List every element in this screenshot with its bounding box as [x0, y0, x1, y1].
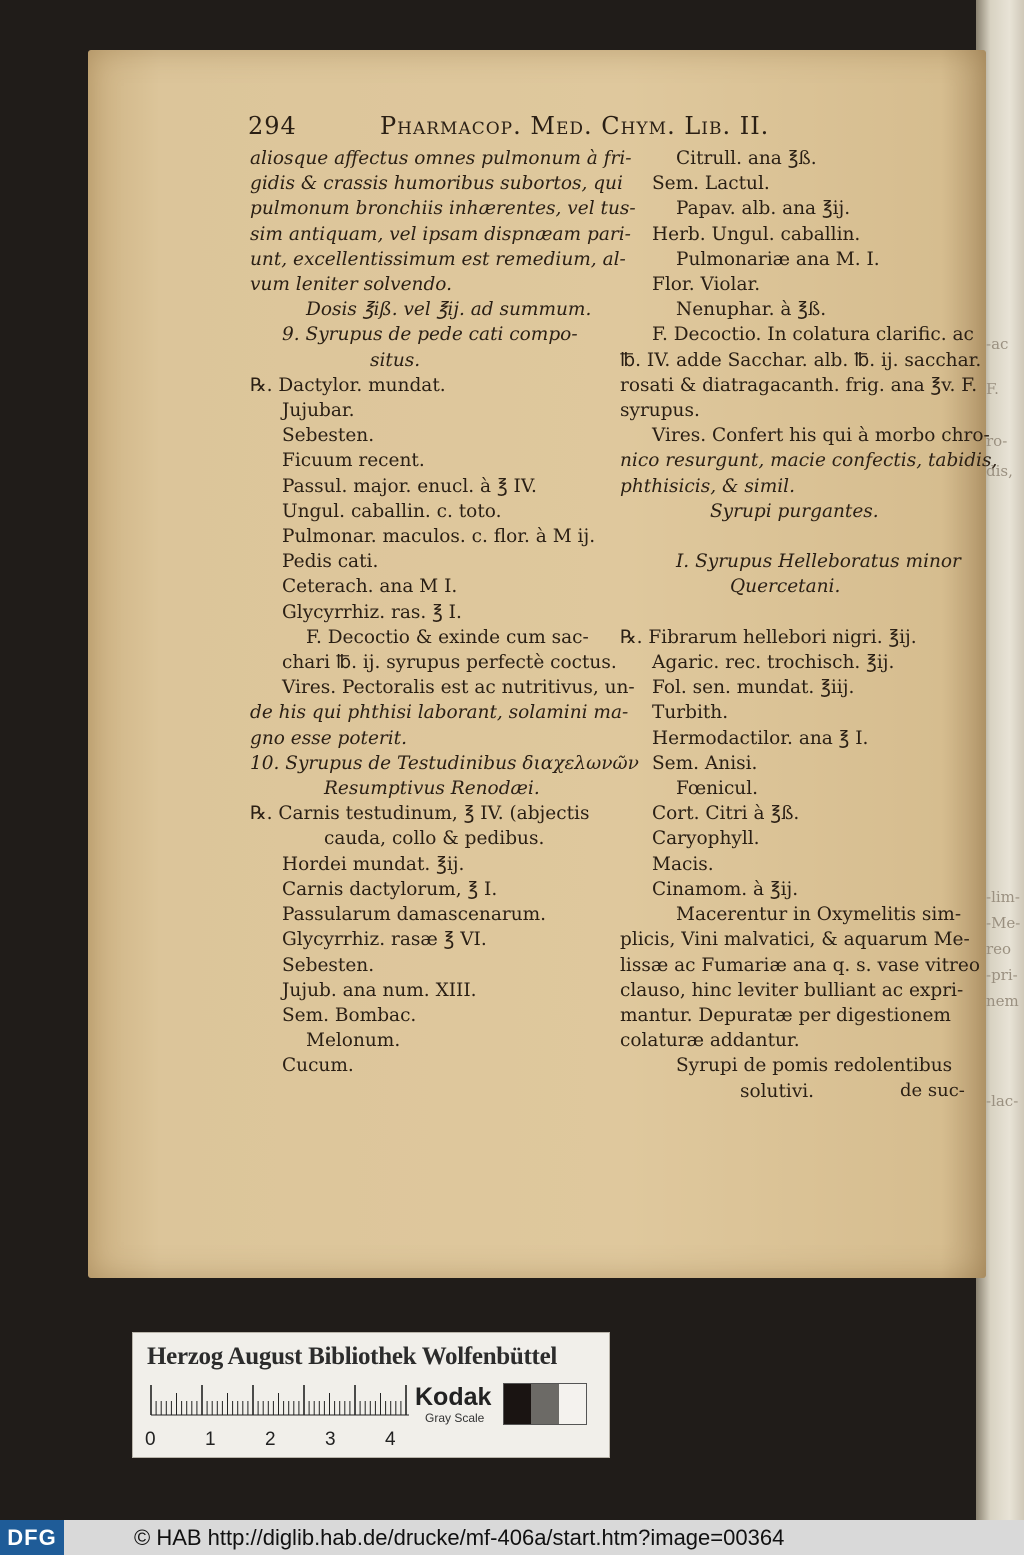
text-line: Resumptivus Renodæi.: [324, 778, 540, 800]
text-line: ℔. IV. adde Sacchar. alb. ℔. ij. sacchar.: [620, 349, 982, 371]
text-line: Cort. Citri à ℥ß.: [652, 803, 800, 825]
text-line: Cucum.: [282, 1055, 354, 1077]
footer-bar: [0, 1520, 1024, 1555]
text-line: Macis.: [652, 853, 714, 875]
gray-swatch: [504, 1384, 531, 1424]
text-line: Herb. Ungul. caballin.: [652, 223, 861, 245]
running-title: Pharmacop. Med. Chym. Lib. II.: [380, 112, 770, 140]
ghost-text-fragment: reo: [986, 940, 1012, 958]
text-line: lissæ ac Fumariæ ana q. s. vase vitreo: [620, 954, 980, 976]
text-line: pulmonum bronchiis inhærentes, vel tus-: [250, 198, 636, 220]
text-line: Passul. major. enucl. à ℥ IV.: [282, 475, 537, 497]
dfg-logo: DFG: [0, 1520, 64, 1555]
ghost-text-fragment: -Me-: [986, 914, 1021, 932]
text-line: Citrull. ana ℥ß.: [676, 148, 817, 169]
text-line: situs.: [370, 349, 421, 371]
text-line: cauda, collo & pedibus.: [324, 828, 545, 850]
gray-scale-label: Gray Scale: [425, 1411, 485, 1425]
text-line: vum leniter solvendo.: [250, 274, 452, 296]
right-text-column: [620, 146, 997, 1104]
catchword: de suc-: [900, 1080, 965, 1101]
text-line: Macerentur in Oxymelitis sim-: [676, 904, 962, 926]
text-line: ℞. Carnis testudinum, ℥ IV. (abjectis: [250, 803, 590, 825]
text-line: Syrupi de pomis redolentibus: [676, 1055, 953, 1077]
text-line: [620, 600, 997, 625]
ruler-number: 3: [325, 1429, 336, 1450]
ghost-text-fragment: -lim-: [986, 888, 1020, 906]
text-line: Nenuphar. à ℥ß.: [676, 299, 827, 321]
text-line: phthisicis, & simil.: [620, 475, 795, 497]
page-number: 294: [248, 112, 297, 140]
text-line: ℞. Dactylor. mundat.: [250, 374, 446, 396]
text-line: Sem. Lactul.: [652, 173, 770, 195]
text-line: Pulmonariæ ana M. I.: [676, 248, 880, 270]
text-line: syrupus.: [620, 400, 700, 422]
ruler-number: 2: [265, 1429, 276, 1450]
text-line: Sem. Bombac.: [282, 1004, 417, 1026]
text-line: Sem. Anisi.: [652, 752, 758, 774]
text-line: 10. Syrupus de Testudinibus διαχελωνῶν: [250, 752, 639, 774]
text-line: Pulmonar. maculos. c. flor. à M ij.: [282, 526, 596, 548]
ruler-number: 1: [205, 1429, 216, 1450]
text-line: Ceterach. ana M I.: [282, 576, 458, 598]
text-line: Sebesten.: [282, 425, 375, 447]
institution-name: Herzog August Bibliothek Wolfenbüttel: [147, 1343, 558, 1370]
text-line: Syrupi purgantes.: [710, 500, 879, 522]
ghost-text-fragment: ro-: [986, 432, 1008, 450]
left-text-column: [250, 146, 639, 1079]
text-line: Vires. Confert his qui à morbo chro-: [652, 425, 990, 447]
text-line: Dosis ℥iß. vel ℥ij. ad summum.: [306, 299, 592, 321]
text-line: Turbith.: [652, 702, 729, 724]
text-line: Ungul. caballin. c. toto.: [282, 500, 502, 522]
text-line: Papav. alb. ana ℥ij.: [676, 198, 851, 220]
text-line: Jujubar.: [282, 400, 355, 422]
gray-swatch: [559, 1384, 586, 1424]
text-line: Sebesten.: [282, 954, 375, 976]
ghost-text-fragment: dis,: [986, 462, 1013, 480]
text-line: aliosque affectus omnes pulmonum à fri-: [250, 148, 632, 169]
scale-ruler: [149, 1385, 411, 1427]
text-line: Melonum.: [306, 1030, 401, 1052]
text-line: sim antiquam, vel ipsam dispnæam pari-: [250, 223, 631, 245]
text-line: Flor. Violar.: [652, 274, 761, 296]
text-line: 9. Syrupus de pede cati compo-: [282, 324, 578, 346]
text-line: [620, 524, 997, 549]
text-line: Carnis dactylorum, ℥ I.: [282, 878, 498, 900]
text-line: rosati & diatragacanth. frig. ana ℥v. F.: [620, 374, 978, 396]
text-line: gidis & crassis humoribus subortos, qui: [250, 173, 623, 195]
text-line: chari ℔. ij. syrupus perfectè coctus.: [282, 652, 617, 674]
text-line: Hermodactilor. ana ℥ I.: [652, 727, 869, 749]
text-line: Ficuum recent.: [282, 450, 425, 472]
text-line: Quercetani.: [730, 576, 841, 598]
text-line: plicis, Vini malvatici, & aquarum Me-: [620, 929, 970, 951]
text-line: Fol. sen. mundat. ℥iij.: [652, 677, 855, 699]
ruler-number: 4: [385, 1429, 396, 1450]
text-line: F. Decoctio & exinde cum sac-: [306, 626, 589, 648]
ghost-text-fragment: -ac: [986, 335, 1009, 353]
gray-swatch: [531, 1384, 558, 1424]
ghost-text-fragment: F.: [986, 380, 999, 398]
color-calibration-card: [132, 1332, 610, 1458]
text-line: Glycyrrhiz. rasæ ℥ VI.: [282, 929, 487, 951]
text-line: colaturæ addantur.: [620, 1030, 800, 1052]
ruler-number: 0: [145, 1429, 156, 1450]
text-line: Pedis cati.: [282, 551, 379, 573]
text-line: unt, excellentissimum est remedium, al-: [250, 248, 626, 270]
text-line: Glycyrrhiz. ras. ℥ I.: [282, 601, 462, 623]
text-line: Passularum damascenarum.: [282, 904, 547, 926]
text-line: Caryophyll.: [652, 828, 760, 850]
text-line: mantur. Depuratæ per digestionem: [620, 1004, 951, 1026]
copyright-url[interactable]: © HAB http://diglib.hab.de/drucke/mf-406a/start.htm?image=00364: [134, 1525, 785, 1550]
ghost-text-fragment: nem: [986, 992, 1019, 1010]
text-line: clauso, hinc leviter bulliant ac expri-: [620, 979, 964, 1001]
text-line: Fœnicul.: [676, 778, 759, 800]
text-line: Agaric. rec. trochisch. ℥ij.: [652, 652, 895, 674]
gray-scale-swatches: [503, 1383, 587, 1425]
text-line: Jujub. ana num. XIII.: [282, 979, 477, 1001]
ghost-text-fragment: -pri-: [986, 966, 1018, 984]
text-line: Cinamom. à ℥ij.: [652, 878, 799, 900]
text-line: Vires. Pectoralis est ac nutritivus, un-: [282, 677, 635, 699]
kodak-logo: Kodak: [415, 1383, 492, 1411]
text-line: de his qui phthisi laborant, solamini ma-: [250, 702, 629, 724]
text-line: nico resurgunt, macie confectis, tabidis,: [620, 450, 998, 472]
ghost-text-fragment: -lac-: [986, 1092, 1019, 1110]
text-line: gno esse poterit.: [250, 727, 407, 749]
text-line: F. Decoctio. In colatura clarific. ac: [652, 324, 974, 346]
text-line: ℞. Fibrarum hellebori nigri. ℥ij.: [620, 626, 917, 648]
text-line: Hordei mundat. ℥ij.: [282, 853, 465, 875]
text-line: I. Syrupus Helleboratus minor: [676, 551, 961, 573]
text-line: solutivi.: [740, 1080, 815, 1102]
